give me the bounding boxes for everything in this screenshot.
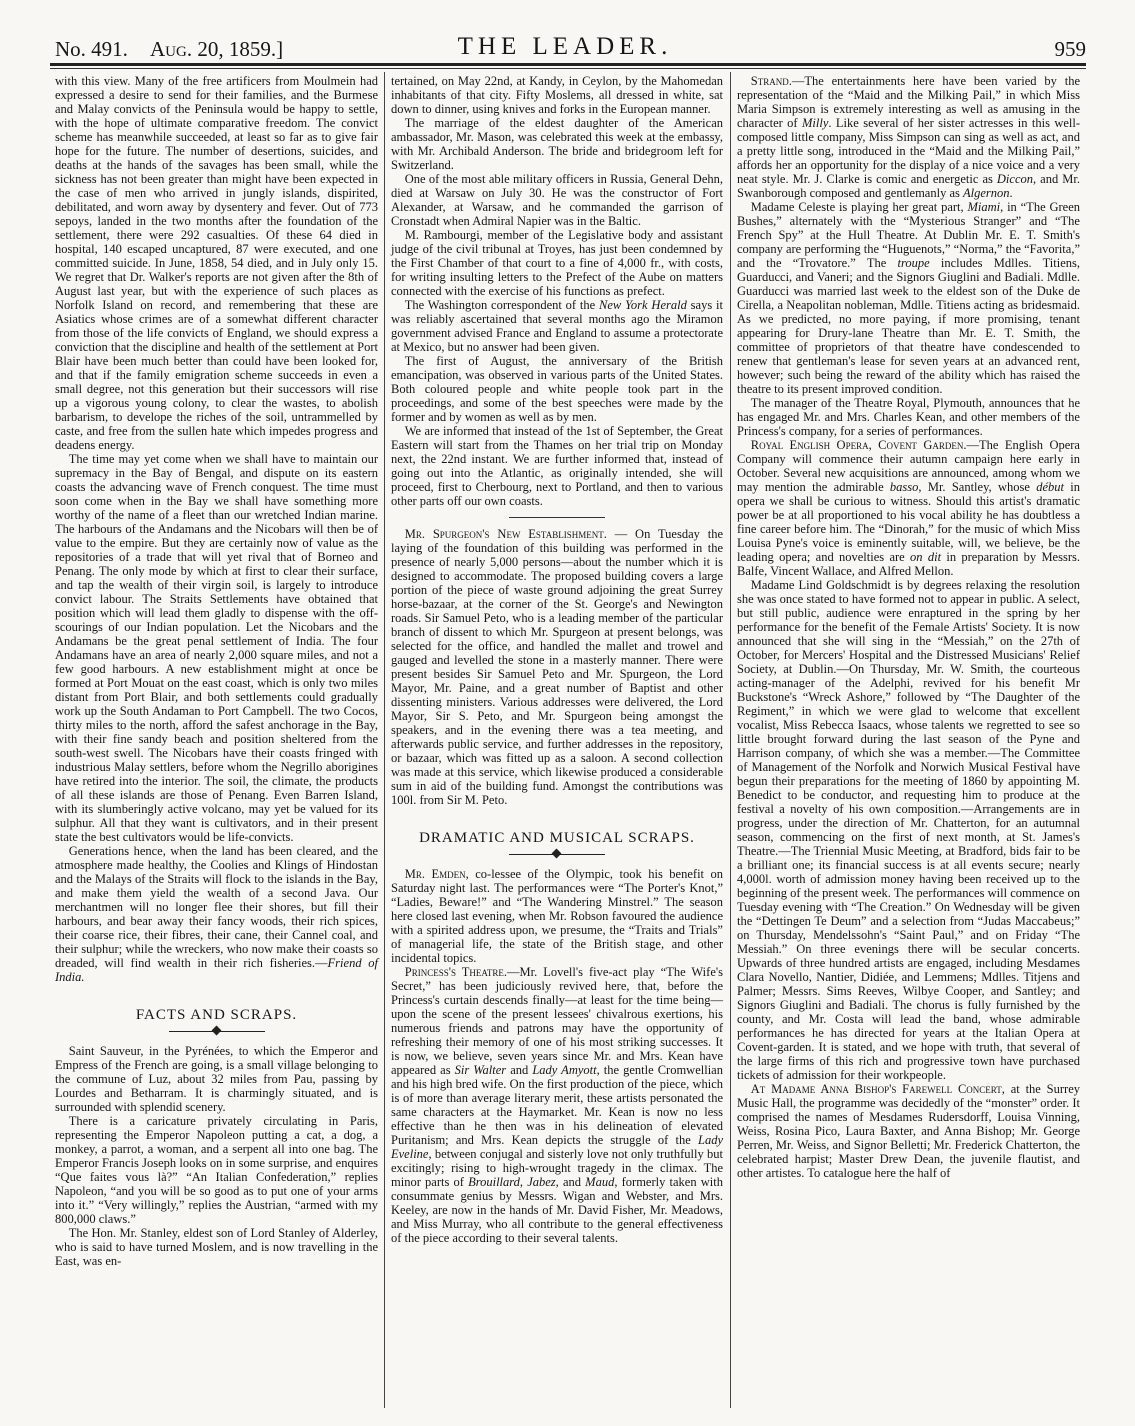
page-number: 959 — [1054, 37, 1086, 61]
text-run: Miami — [967, 200, 1001, 214]
article-paragraph — [391, 354, 723, 424]
newspaper-title: THE LEADER. — [457, 33, 673, 60]
article-paragraph — [391, 298, 723, 354]
text-run: —The entertainments here have been varied by the representation of the “Maid and the Milking Pail,” in which Miss Maria Simpson is extremely interesting as well as amusing in the character of — [737, 74, 1080, 130]
text-run: At Madame Anna Bishop's Farewell Concert, — [750, 1082, 1005, 1096]
column-divider — [384, 72, 385, 1408]
text-run: , between conjugal and sisterly love not only truthfully but excitingly; rising to high-wrought tragedy in the climax. The minor parts of — [391, 1147, 723, 1189]
article-paragraph — [737, 396, 1080, 438]
text-run: The first of August, the anniversary of the British emancipation, was observed in various parts of the United States. Both coloured people and white people took part in the proceedings, and some of the best speeches were made by the former and by women as well as by men. — [391, 354, 723, 424]
text-run: There is a caricature privately circulating in Paris, representing the Emperor Napoleon putting a cat, a dog, a monkey, a parrot, a woman, and a serpent all into one bag. The Emperor Francis Joseph looks on in some surprise, and enquires “Que faites vous là?” “An Italian Confederation,” replies Napoleon, “and you will be so good as to put one of your arms into it.” “Very willingly,” replies the Austrian, “armed with my 800,000 claws.” — [55, 1114, 378, 1226]
text-run: , and Mr. Swanborough composed and gentlemanly as — [737, 172, 1080, 200]
text-run: troupe — [897, 256, 930, 270]
text-run: at the Surrey Music Hall, the programme was decidedly of the “monster” order. It comprised the names of Mesdames Rudersdorff, Louisa Vinning, Weiss, Rosina Pico, Laura Baxter, and Anna Bishop; Mr. George Perren, Mr. Weiss, and Signor Belletti; Mr. Frederick Chatterton, the celebrated harpist; Master Drew Dean, the juvenile flautist, and other artistes. To catalogue here the half of — [737, 1082, 1080, 1180]
text-run: Madame Lind Goldschmidt is by degrees relaxing the resolution she was once stated to have formed not to appear in public. A select, but still public, audience were enraptured in the spring by her performance for the benefit of the Female Artists' Society. It is now announced that she will sing in the “Messiah,” on the 27th of October, for Mercers' Hospital and the Distressed Musicians' Relief Society, at Dublin.—On Thursday, Mr. W. Smith, the courteous acting-manager of the Adelphi, revived for his benefit Mr Buckstone's “Wreck Ashore,” followed by “The Daughter of the Regiment,” in which we were glad to welcome that excellent vocalist, Miss Rebecca Isaacs, whose talents we regretted to see so little brought forward during the last season of the Pyne and Harrison company, of which she was a member.—The Committee of Management of the Norfolk and Norwich Musical Festival have begun their preparations for the meeting of 1860 by appointing M. Benedict to be conductor, and requesting him to produce at the festival a novelty of his own composition.—Arrangements are in progress, under the direction of Mr. Chatterton, for an autumnal season, commencing on the first of next month, at St. James's Theatre.—The Triennial Music Meeting, at Bradford, bids fair to be a brilliant one; its financial success is at all events secure; nearly 4,000l. worth of admission money having been received up to the beginning of the present week. The performances will commence on Tuesday evening with “The Creation.” On Wednesday will be given the “Dettingen Te Deum” and a selection from “Judas Maccabeus;” on Thursday, Mendelssohn's “Saint Paul,” and on Friday “The Messiah.” On three evenings there will be secular concerts. Upwards of three hundred artists are engaged, including Mesdames Clara Novello, Nantier, Didiée, and Lemmens; Mdlles. Titjens and Palmer; Messrs. Sims Reeves, Wilbye Cooper, and Santley; and Signors Giuglini and Badiali. The chorus is fully furnished by the county, and Mr. Costa will lead the band, whose admirable performances he has directed for years at the Italian Opera at Covent-garden. It is stated, and we hope with truth, that several of the large firms of this rich and progressive town have purchased tickets of admission for their workpeople. — [737, 578, 1080, 1082]
text-run: Diccon — [996, 172, 1034, 186]
text-run: Royal English Opera, Covent Garden. — [750, 438, 967, 452]
text-run: Brouillard, Jabez, — [468, 1175, 559, 1189]
text-run: , the gentle Cromwellian and his high bred wife. On the first production of the piece, which is of more than average literary merit, these artists personated the same characters at the Haymarket. Mr. Kean is now no less effective than he then was in his delineation of elevated Puritanism; and Mrs. Kean depicts the struggle of the — [391, 1063, 723, 1147]
article-paragraph — [55, 1226, 378, 1268]
text-run: One of the most able military officers in Russia, General Dehn, died at Warsaw on July 30. He was the constructor of Fort Alexander, at Warsaw, and he commanded the garrison of Cronstadt when Admiral Napier was in the Baltic. — [391, 172, 723, 228]
text-run: Maud — [585, 1175, 615, 1189]
text-run: and — [506, 1063, 533, 1077]
heading-ornament — [169, 1026, 265, 1036]
article-paragraph — [391, 172, 723, 228]
column-3 — [737, 74, 1080, 1180]
text-run: tertained, on May 22nd, at Kandy, in Ceylon, by the Mahomedan inhabitants of that city. Fifty Moslems, all dressed in white, sat down to dinner, using knives and forks in the European manner. — [391, 74, 723, 116]
text-run: with this view. Many of the free artificers from Moulmein had expressed a desire to send for their families, and the Burmese and Malay convicts of the Peninsula would be happy to settle, with the hope of ultimate comparative freedom. The convict scheme has meanwhile succeeded, at least so far as to give fair hope for the future. The number of desertions, suicides, and deaths at the hands of the savages has been small, while the sickness has not been greater than might have been expected in the case of men who arrived in jungly islands, dispirited, debilitated, and worn away by dysentery and fever. Out of 773 sepoys, landed in the two months after the foundation of the settlement, there were 292 casualties. Of these 64 died in hospital, 140 escaped uncaptured, 87 were executed, and one committed suicide. In June, 1858, 54 died, and in July only 15. We regret that Dr. Walker's reports are not given after the 8th of August last year, but with the experience of such places as Norfolk Island on record, and remembering that these are Asiatics whose crimes are of a somewhat different character from those of the life convicts of England, we should express a conviction that the discipline and health of the settlement at Port Blair have been much better than could have been looked for, and that if the family emigration scheme succeeds in even a small degree, not this generation but their successors will rise up a vigorous young colony, to clear the wastes, to abolish barbarism, to develope the riches of the soil, untrammelled by caste, and free from the sullen hate which impedes progress and deadens energy. — [55, 74, 378, 452]
article-paragraph — [737, 1082, 1080, 1180]
article-paragraph — [391, 74, 723, 116]
text-run: Algernon — [963, 186, 1010, 200]
issue-date: Aug. 20, 1859.] — [150, 37, 284, 61]
article-paragraph — [391, 424, 723, 508]
text-run: on dit — [910, 550, 942, 564]
text-run: Madame Celeste is playing her great part, — [750, 200, 968, 214]
text-run: We are informed that instead of the 1st of September, the Great Eastern will start from the Thames on her trial trip on Monday next, the 22nd instant. We are further informed that, instead of going out into the Atlantic, as originally intended, she will proceed, first to Cherbourg, next to Portland, and then to various other parts off our own coasts. — [391, 424, 723, 508]
text-run: Sir Walter — [454, 1063, 507, 1077]
article-paragraph — [391, 228, 723, 298]
text-run: Mr. Emden, — [404, 867, 469, 881]
text-run: . Like several of her sister actresses in this well-composed little company, Miss Simpson can sing as well as act, and a pretty little song, introduced in the “Maid and the Milking Pail,” affords her an opportunity for the display of a nice voice and a very neat style. Mr. J. Clarke is comic and energetic as — [737, 116, 1081, 186]
text-run: in preparation by Messrs. Balfe, Vincent Wallace, and Alfred Mellon. — [737, 550, 1080, 578]
text-run: —The English Opera Company will commence their autumn campaign here early in October. Several new acquisitions are announced, among whom we may mention the admirable — [737, 438, 1080, 494]
article-paragraph — [391, 867, 723, 965]
text-run: Saint Sauveur, in the Pyrénées, to which the Emperor and Empress of the French are going, is a small village belonging to the commune of Luz, about 32 miles from Pau, passing by Lourdes and Betharram. It is charmingly situated, and is surrounded with splendid scenery. — [55, 1044, 378, 1114]
column-divider — [730, 72, 731, 1408]
text-run: Strand. — [750, 74, 792, 88]
article-paragraph — [55, 1114, 378, 1226]
section-heading: DRAMATIC AND MUSICAL SCRAPS. — [419, 830, 695, 846]
text-run: . — [1009, 186, 1013, 200]
heading-ornament — [509, 849, 605, 859]
section-heading: FACTS AND SCRAPS. — [135, 1007, 298, 1023]
text-run: , in “The Green Bushes,” alternately with the “Mysterious Stranger” and “The French Spy” at the Hull Theatre. At Dublin Mr. E. T. Smith's company are performing the “Huguenots,” “Norma,” the “Favorita,” and the “Trovatore.” The — [737, 200, 1080, 270]
section-divider — [509, 517, 605, 518]
text-run: basso — [889, 480, 919, 494]
text-run: co-lessee of the Olympic, took his benefit on Saturday night last. The performances were “The Porter's Knot,” “Ladies, Beware!” and “The Wandering Minstrel.” The season here closed last evening, when Mr. Robson favoured the audience with a spirited address upon, we presume, the “Traits and Trials” of managerial life, the state of the British stage, and other incidental topics. — [391, 867, 723, 965]
text-run: The manager of the Theatre Royal, Plymouth, announces that he has engaged Mr. and Mrs. Charles Kean, and other members of the Princess's company, for a series of performances. — [737, 396, 1080, 438]
text-run: New York Herald — [599, 298, 687, 312]
text-run: , Mr. Santley, whose — [918, 480, 1037, 494]
article-paragraph — [737, 438, 1080, 578]
column-2 — [391, 74, 723, 1245]
text-run: Generations hence, when the land has been cleared, and the atmosphere made healthy, the Coolies and Klings of Hindostan and the Malays of the Straits will flock to the islands in the Bay, and make them yield the wealth of a second Java. Our merchantmen will no longer flee their shores, but fill their harbours, and bear away their fancy woods, their rich spices, their coarse rice, their fibres, their cane, their Cannel coal, and their sulphur; while the wreckers, who now make their coasts so dreaded, will find wealth in their rich fisheries.— — [55, 844, 378, 970]
text-run: and — [558, 1175, 586, 1189]
masthead-rule-thin — [50, 68, 1086, 69]
article-paragraph — [55, 1044, 378, 1114]
text-run: Lady Eveline — [391, 1133, 723, 1161]
text-run: —Mr. Lovell's five-act play “The Wife's Secret,” has been judiciously revived here, that, before the Princess's curtain descends finally—at least for the time being—upon the scene of the present lessees' chivalrous exertions, his numerous friends and patrons may have the opportunity of refreshing their memory of one of his most striking successes. It is now, we believe, seven years since Mr. and Mrs. Kean have appeared as — [391, 965, 723, 1077]
text-run: Milly — [802, 116, 829, 130]
text-run: Princess's Theatre. — [404, 965, 507, 979]
article-paragraph — [737, 74, 1080, 200]
text-run: The time may yet come when we shall have to maintain our supremacy in the Bay of Bengal, and dispute on its eastern coasts the advancing wave of French conquest. The time must soon come when in the Bay we shall have something more worthy of the name of a fleet than our wretched Indian marine. The harbours of the Andamans and the Nicobars will then be of value to the empire. But they are certainly now of value as the repositories of a trade that will yet rival that of Borneo and Penang. The only mode by which at first to clear their surface, and tap the wealth of their virgin soil, is largely to introduce convict labour. The Straits Settlements have obtained that position which will lead them gladly to dispense with the off-scourings of our Indian population. Let the Nicobars and the Andamans be the great penal settlement of India. The four Andamans have an area of nearly 2,000 square miles, and not a few good harbours. A new establishment might at once be formed at Port Mouat on the east coast, which is only two miles distant from Port Blair, and both settlements could gradually work up the South Andaman to Port Campbell. The two Cocos, thirty miles to the north, afford the safest anchorage in the Bay, with their fine sandy beach and position sheltered from the south-west swell. The Nicobars have their coasts fringed with industrious Malay settlers, before whom the Negrillo aborigines have retired into the interior. The soil, the climate, the products of all these islands are those of Penang. Even Barren Island, with its slumberingly active volcano, may yet be valued for its sulphur. All that they want is cultivators, and in their present state the best cultivators would be life-convicts. — [55, 452, 378, 844]
text-run: Friend of India. — [55, 956, 378, 984]
article-paragraph — [55, 452, 378, 844]
article-paragraph — [391, 527, 723, 807]
text-run: M. Rambourgi, member of the Legislative body and assistant judge of the civil tribunal at Troyes, has just been condemned by the First Chamber of that court to a fine of 4,000 fr., with costs, for writing insulting letters to the Prefect of the Aube on matters connected with the exercise of his functions as prefect. — [391, 228, 723, 298]
masthead-rule — [50, 63, 1086, 66]
text-run: , formerly taken with consummate genius by Messrs. Wigan and Webster, and Mrs. Keeley, are now in the hands of Mr. David Fisher, Mr. Meadows, and Miss Murray, who all contribute to the general effectiveness of the piece according to their several talents. — [391, 1175, 723, 1245]
article-paragraph — [391, 116, 723, 172]
text-run: The Hon. Mr. Stanley, eldest son of Lord Stanley of Alderley, who is said to have turned Moslem, and is now travelling in the East, was en- — [55, 1226, 378, 1268]
article-paragraph — [55, 844, 378, 984]
issue-number: No. 491. — [55, 37, 128, 61]
text-run: Mr. Spurgeon's New Establishment. — [404, 527, 607, 541]
article-paragraph — [391, 965, 723, 1245]
column-1 — [55, 74, 378, 1268]
article-paragraph — [737, 200, 1080, 396]
text-run: Lady Amyott — [532, 1063, 597, 1077]
article-paragraph — [737, 578, 1080, 1082]
text-run: includes Mdlles. Titiens, Guarducci, and Vaneri; and the Signors Giuglini and Badiali. Mdlle. Guarducci was married last week to the eldest son of the Duke de Cirella, a Neapolitan nobleman, Mdlle. Titiens acting as bridesmaid. As we predicted, no more paying, if more promising, tenant appearing for Drury-lane Theatre than Mr. E. T. Smith, the committee of proprietors of that theatre have condescended to renew that gentleman's lease for seven years at an advanced rent, however; such being the reward of the ability which has raised the theatre to its present improved condition. — [737, 256, 1081, 396]
text-run: says it was reliably ascertained that several months ago the Miramon government advised France and England to assume a protectorate at Mexico, but no answer had been given. — [391, 298, 723, 354]
text-run: The marriage of the eldest daughter of the American ambassador, Mr. Mason, was celebrated this week at the embassy, with Mr. Archibald Anderson. The bride and bridegroom left for Switzerland. — [391, 116, 723, 172]
article-paragraph — [55, 74, 378, 452]
text-run: — On Tuesday the laying of the foundation of this building was performed in the presence of nearly 5,000 persons—about the number which it is designed to accommodate. The proposed building covers a large portion of the piece of waste ground adjoining the great Surrey horse-bazaar, at the corner of the St. George's and Newington roads. Sir Samuel Peto, who is a leading member of the particular branch of dissent to which Mr. Spurgeon at present belongs, was selected for the office, and handled the mallet and trowel and gauged and levelled the stone in a masterly manner. There were present besides Sir Samuel Peto and Mr. Spurgeon, the Lord Mayor, Mr. Paine, and a great number of Baptist and other dissenting ministers. Various addresses were delivered, the Lord Mayor, Sir S. Peto, and Mr. Spurgeon being amongst the speakers, and in the evening there was a tea meeting, and afterwards public service, and further addresses in the repository, or bazaar, which was fitted up as a saloon. A second collection was made at this service, which likewise produced a considerable sum in aid of the building fund. Amongst the contributions was 100l. from Sir M. Peto. — [391, 527, 723, 807]
text-run: The Washington correspondent of the — [404, 298, 600, 312]
text-run: début — [1036, 480, 1064, 494]
text-run: in opera we shall be curious to witness. Should this artist's dramatic power be at all proportioned to his vocal ability he has doubtless a fine career before him. The “Dinorah,” for the music of which Miss Louisa Pyne's voice is eminently suitable, will, we believe, be the leading opera; and novelties are — [737, 480, 1080, 564]
